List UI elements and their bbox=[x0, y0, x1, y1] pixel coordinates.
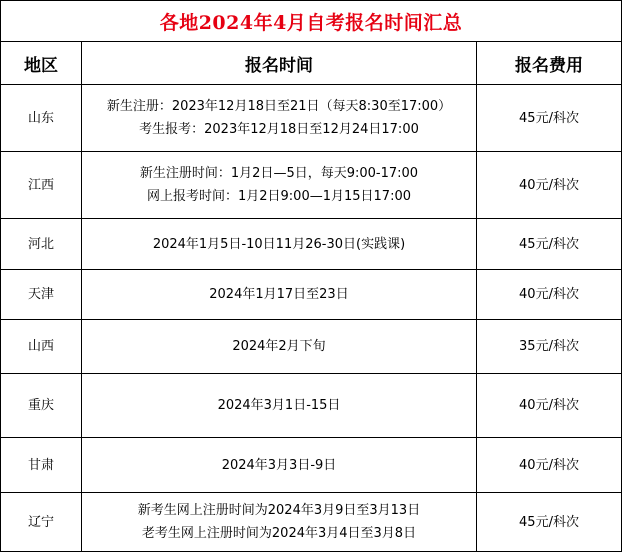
region-cell: 江西 bbox=[1, 152, 82, 219]
region-cell: 辽宁 bbox=[1, 493, 82, 552]
region-cell: 河北 bbox=[1, 219, 82, 270]
table-row bbox=[1, 320, 622, 374]
time-line: 2024年2月下旬 bbox=[232, 339, 326, 354]
region-cell: 重庆 bbox=[1, 374, 82, 438]
region-cell: 山东 bbox=[1, 85, 82, 152]
time-line: 新生注册：2023年12月18日至21日（每天8:30至17:00） bbox=[106, 99, 452, 114]
time-cell bbox=[82, 320, 477, 374]
title-row bbox=[1, 1, 622, 42]
header-fee: 报名费用 bbox=[477, 42, 622, 85]
fee-cell: 40元/科次 bbox=[477, 152, 622, 219]
time-cell bbox=[82, 270, 477, 320]
time-line: 考生报考：2023年12月18日至12月24日17:00 bbox=[139, 122, 419, 137]
table-row bbox=[1, 374, 622, 438]
time-line: 老考生网上注册时间为2024年3月4日至3月8日 bbox=[141, 526, 417, 541]
table-row bbox=[1, 493, 622, 552]
time-cell bbox=[82, 219, 477, 270]
table-row bbox=[1, 270, 622, 320]
time-cell bbox=[82, 438, 477, 493]
time-line: 2024年1月5日-10日11月26-30日(实践课) bbox=[152, 236, 406, 252]
time-cell bbox=[82, 374, 477, 438]
fee-cell: 45元/科次 bbox=[477, 85, 622, 152]
table-row bbox=[1, 152, 622, 219]
time-line: 新生注册时间：1月2日—5日，每天9:00-17:00 bbox=[139, 166, 419, 181]
fee-cell: 40元/科次 bbox=[477, 438, 622, 493]
fee-cell: 40元/科次 bbox=[477, 270, 622, 320]
table-row bbox=[1, 219, 622, 270]
time-line: 2024年1月17日至23日 bbox=[209, 287, 349, 302]
time-line: 2024年3月1日-15日 bbox=[217, 398, 341, 413]
table-row bbox=[1, 438, 622, 493]
header-row bbox=[1, 42, 622, 85]
fee-cell: 45元/科次 bbox=[477, 219, 622, 270]
table-title: 各地2024年4月自考报名时间汇总 bbox=[1, 1, 622, 42]
fee-cell: 35元/科次 bbox=[477, 320, 622, 374]
header-time: 报名时间 bbox=[82, 42, 477, 85]
time-cell bbox=[82, 493, 477, 552]
header-region: 地区 bbox=[1, 42, 82, 85]
time-line: 2024年3月3日-9日 bbox=[221, 457, 337, 473]
time-cell bbox=[82, 152, 477, 219]
region-cell: 山西 bbox=[1, 320, 82, 374]
time-line: 新考生网上注册时间为2024年3月9日至3月13日 bbox=[137, 503, 421, 518]
fee-cell: 45元/科次 bbox=[477, 493, 622, 552]
region-cell: 甘肃 bbox=[1, 438, 82, 493]
time-line: 网上报考时间：1月2日9:00—1月15日17:00 bbox=[146, 189, 411, 204]
time-cell bbox=[82, 85, 477, 152]
fee-cell: 40元/科次 bbox=[477, 374, 622, 438]
table-row bbox=[1, 85, 622, 152]
region-cell: 天津 bbox=[1, 270, 82, 320]
